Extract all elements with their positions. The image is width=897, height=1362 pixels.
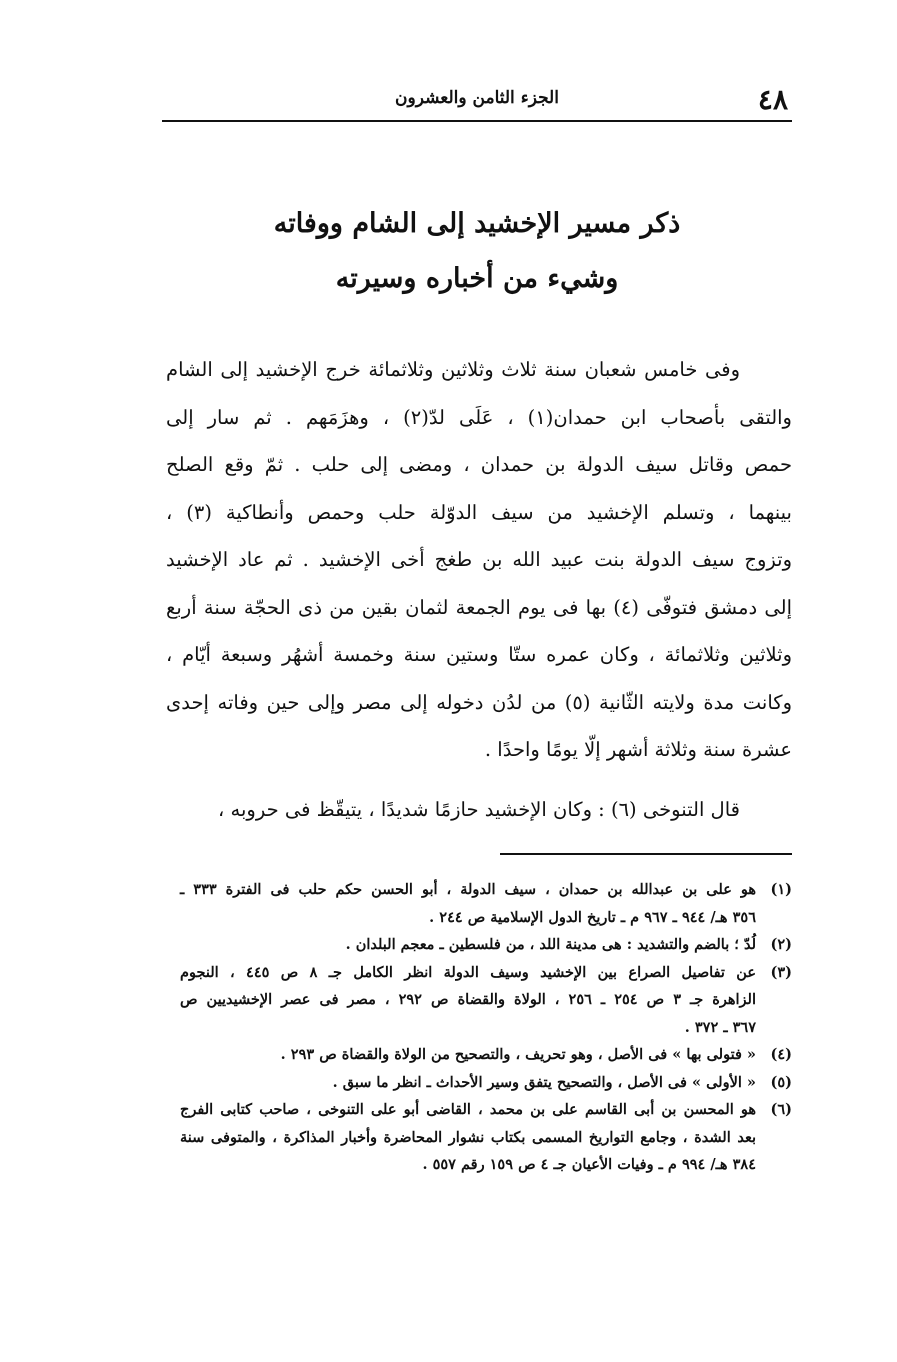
footnotes [180, 876, 792, 1179]
text-line: وتزوج سيف الدولة بنت عبيد الله بن طغج أخى الإخشيد . ثم عاد الإخشيد [166, 548, 792, 571]
text-line: إلى دمشق فتوفّى (٤) بها فى يوم الجمعة لثمان بقين من ذى الحجّة سنة أربع [166, 595, 792, 619]
footnote-line: الزاهرة جـ ٣ ص ٢٥٤ ـ ٢٥٦ ، الولاة والقضاة ص ٢٩٢ ، مصر فى عصر الإخشيديين ص [180, 991, 756, 1008]
footnote-number: (٤) [770, 1046, 792, 1063]
footnote-6 [180, 1096, 792, 1179]
footnote-number: (٥) [770, 1073, 792, 1091]
main-text [166, 346, 792, 833]
chapter-title-line: وشيء من أخباره وسيرته [335, 263, 619, 294]
footnote-line: هو على بن عبدالله بن حمدان ، سيف الدولة ، أبو الحسن حكم حلب فى الفترة ٣٣٣ ـ [180, 881, 757, 898]
footnote-1 [180, 876, 792, 931]
footnote-line: ٣٨٤ هـ/ ٩٩٤ م ـ وفيات الأعيان جـ ٤ ص ١٥٩ رقم ٥٥٧ . [422, 1156, 756, 1173]
text-line: عشرة سنة وثلاثة أشهر إلّا يومًا واحدًا . [484, 738, 792, 761]
footnote-line: ٣٥٦ هـ/ ٩٤٤ ـ ٩٦٧ م ـ تاريخ الدول الإسلامية ص ٢٤٤ . [429, 908, 756, 926]
text-line: بينهما ، وتسلم الإخشيد من سيف الدوّلة حلب وحمص وأنطاكية (٣) ، [166, 500, 792, 524]
text-line: وفى خامس شعبان سنة ثلاث وثلاثين وثلاثمائة خرج الإخشيد إلى الشام [166, 358, 740, 381]
footnote-number: (١) [770, 881, 792, 898]
footnote-5 [180, 1069, 792, 1097]
text-line: وثلاثين وثلاثمائة ، وكان عمره ستّا وستين سنة وخمسة أشهُر وسبعة أيّام ، [166, 643, 792, 666]
text-line: والتقى بأصحاب ابن حمدان(١) ، عَلَى لدّ(٢) ، وهزَمَهم . ثم سار إلى [166, 405, 792, 429]
text-line: وكانت مدة ولايته الثّانية (٥) من لدُن دخوله إلى مصر وإلى حين وفاته إحدى [166, 690, 792, 714]
footnote-number: (٦) [770, 1101, 792, 1118]
footnote-number: (٢) [770, 936, 792, 953]
footnote-separator [500, 853, 792, 855]
page-number: ٤٨ [757, 83, 788, 116]
footnote-2 [180, 931, 792, 959]
footnote-4 [180, 1041, 792, 1069]
footnote-number: (٣) [770, 963, 792, 981]
footnote-line: لُدّ ؛ بالضم والتشديد : هى مدينة اللد ، من فلسطين ـ معجم البلدان . [345, 936, 756, 953]
text-line: حمص وقاتل سيف الدولة بن حمدان ، ومضى إلى حلب . ثمّ وقع الصلح [166, 453, 792, 476]
footnote-line: هو المحسن بن أبى القاسم على بن محمد ، القاضى أبو على التنوخى ، صاحب كتابى الفرج [180, 1101, 756, 1118]
footnote-line: « الأولى » فى الأصل ، والتصحيح يتفق وسير الأحداث ـ انظر ما سبق . [332, 1073, 756, 1091]
footnote-line: عن تفاصيل الصراع بين الإخشيد وسيف الدولة انظر الكامل جـ ٨ ص ٤٤٥ ، النجوم [180, 963, 756, 981]
paragraph-gap [166, 774, 792, 786]
footnote-line: « فتولى بها » فى الأصل ، وهو تحريف ، والتصحيح من الولاة والقضاة ص ٢٩٣ . [280, 1046, 756, 1063]
page-header [162, 82, 792, 122]
chapter-title [162, 196, 792, 306]
running-title: الجزء الثامن والعشرون [395, 88, 559, 108]
chapter-title-line: ذكر مسير الإخشيد إلى الشام ووفاته [273, 208, 681, 239]
text-line: قال التنوخى (٦) : وكان الإخشيد حازمًا شديدًا ، يتيقّظ فى حروبه ، [218, 797, 740, 821]
footnote-line: بعد الشدة ، وجامع التواريخ المسمى بكتاب نشوار المحاضرة وأخبار المذاكرة ، والمتوفى سنة [180, 1128, 756, 1146]
footnote-line: ٣٦٧ ـ ٣٧٢ . [684, 1018, 756, 1036]
footnote-3 [180, 959, 792, 1042]
